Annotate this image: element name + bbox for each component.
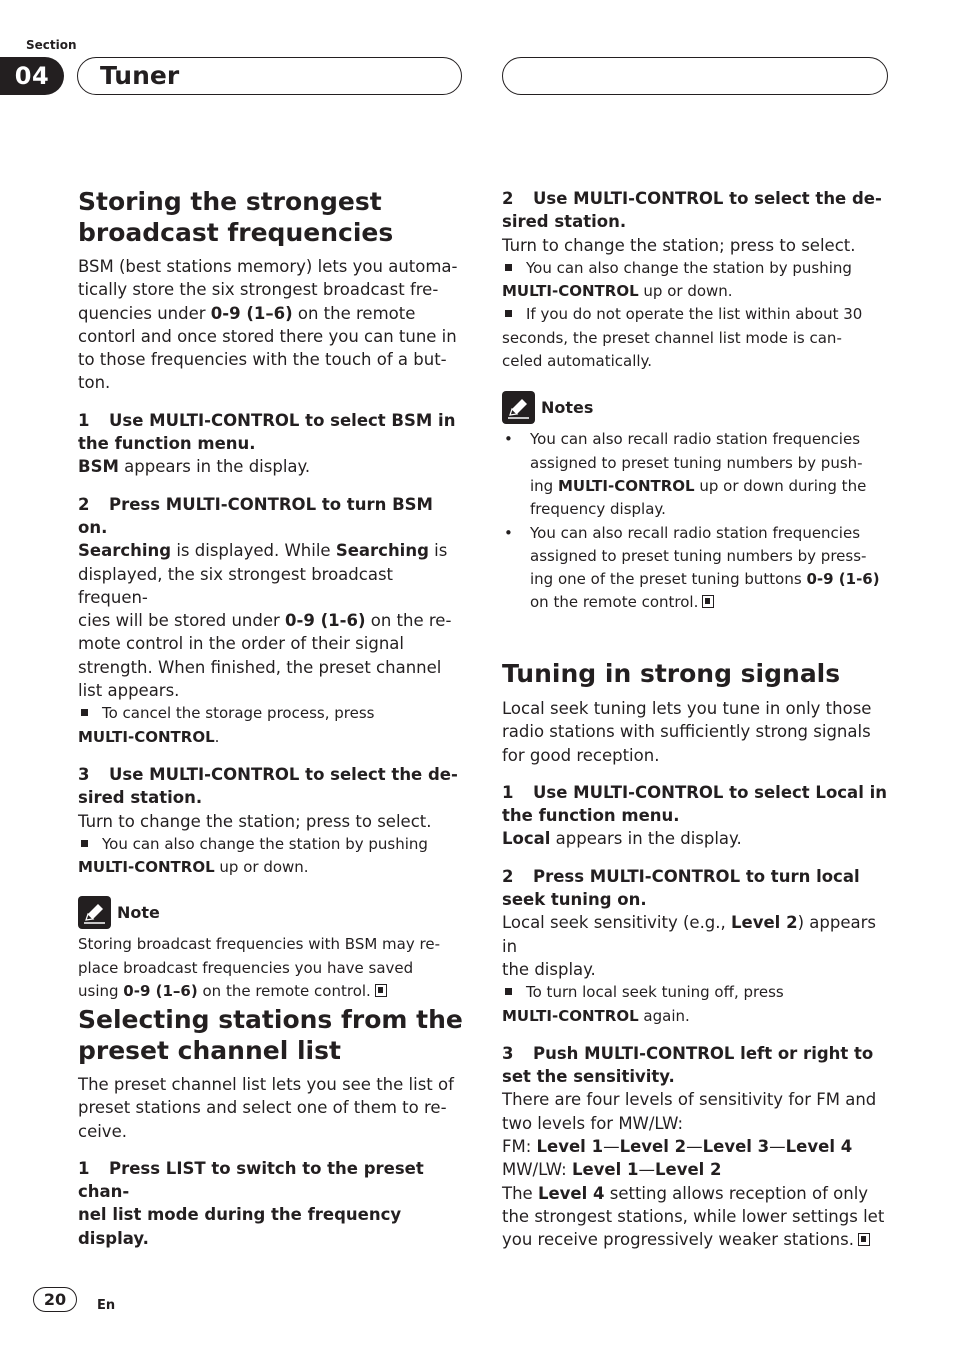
note-line: assigned to preset tuning numbers by press- xyxy=(530,546,867,565)
body-text: displayed, the six strongest broadcast frequen- xyxy=(78,564,394,607)
body-text: mote control in the order of their signal xyxy=(78,634,404,654)
tip-text: To cancel the storage process, press xyxy=(102,704,375,723)
display-word: BSM xyxy=(78,457,119,477)
display-word: Searching xyxy=(78,541,172,561)
bsm-step3 xyxy=(78,763,466,810)
bsm-step1 xyxy=(78,409,466,456)
list-item xyxy=(502,428,892,521)
local-section xyxy=(502,658,892,1252)
note-pencil-icon xyxy=(502,391,535,424)
note-line: frequency display. xyxy=(530,500,666,519)
step-text: sired station. xyxy=(78,788,203,808)
bsm-intro-line: on the remote xyxy=(292,303,416,323)
step-text: the function menu. xyxy=(502,806,680,826)
local-step1 xyxy=(502,781,892,828)
step-number: 1 xyxy=(502,782,514,802)
note-label: Note xyxy=(117,902,160,922)
note-pencil-icon xyxy=(78,896,111,929)
body-text: radio stations with sufficiently strong signals xyxy=(502,722,871,742)
square-bullet-icon xyxy=(505,264,512,271)
bsm-intro-line: ton. xyxy=(78,373,111,393)
step-text: seek tuning on. xyxy=(502,890,647,910)
square-bullet-icon xyxy=(81,840,88,847)
local-step3-body xyxy=(502,1088,892,1251)
preset-tip1 xyxy=(502,257,892,304)
page-number: 20 xyxy=(33,1287,77,1312)
body-text: the display. xyxy=(502,959,596,979)
level-name: Level 2 xyxy=(655,1160,722,1180)
bsm-intro-line: BSM (best stations memory) lets you automa- xyxy=(78,257,458,276)
note-text xyxy=(530,428,866,521)
body-text: There are four levels of sensitivity for FM and xyxy=(502,1090,877,1110)
body-text: for good reception. xyxy=(502,745,660,765)
section-number: 04 xyxy=(0,57,64,95)
body-text: list appears. xyxy=(78,681,180,701)
section-label: Section xyxy=(26,38,77,52)
band-label: FM: xyxy=(502,1137,537,1157)
body-text: the strongest stations, while lower settings let xyxy=(502,1206,885,1226)
level-name: Level 4 xyxy=(537,1183,605,1203)
bullet-dot-icon: • xyxy=(504,523,513,542)
notes-header xyxy=(502,390,892,424)
bsm-step1-body xyxy=(78,455,466,478)
local-step3 xyxy=(502,1042,892,1089)
end-mark-icon xyxy=(702,595,714,608)
fm-levels xyxy=(502,1137,852,1156)
body-text: is xyxy=(428,541,448,561)
tip-text: You can also change the station by pushing xyxy=(102,834,428,853)
note-text: place broadcast frequencies you have saved xyxy=(78,958,414,977)
mw-levels xyxy=(502,1160,722,1179)
level-name: Level 1 xyxy=(571,1160,639,1180)
dash: — xyxy=(686,1137,703,1157)
tip-text: again. xyxy=(638,1006,690,1025)
display-word: Level 2 xyxy=(731,913,798,933)
square-bullet-icon xyxy=(81,709,88,716)
body-text: is displayed. While xyxy=(171,541,336,561)
list-item xyxy=(502,522,892,615)
preset-step2-body: Turn to change the station; press to select. xyxy=(502,235,856,255)
note-line: You can also recall radio station frequencies xyxy=(530,430,861,449)
tip-text: If you do not operate the list within about 30 xyxy=(526,305,863,324)
level-name: Level 2 xyxy=(619,1137,687,1157)
bsm-intro-key: 0-9 (1–6) xyxy=(210,303,293,323)
bsm-intro-line: tically store the six strongest broadcast fre- xyxy=(78,280,439,300)
preset-heading-line2: preset channel list xyxy=(78,1036,341,1065)
display-word: Local xyxy=(502,829,551,849)
body-text: strength. When finished, the preset channel xyxy=(78,657,442,677)
control-name: MULTI-CONTROL xyxy=(502,1006,639,1025)
display-word: Searching xyxy=(335,541,429,561)
tip-text: celed automatically. xyxy=(502,352,653,371)
tip-text: . xyxy=(214,727,220,746)
note-line: up or down during the xyxy=(694,476,867,495)
notes-list xyxy=(502,428,892,614)
control-name: MULTI-CONTROL xyxy=(557,476,695,495)
bsm-step2-tip xyxy=(78,702,466,749)
step-text: Use MULTI-CONTROL to select the de- xyxy=(109,764,458,784)
step-number: 1 xyxy=(78,410,90,430)
bsm-heading-line1: Storing the strongest xyxy=(78,187,382,216)
step-number: 2 xyxy=(78,494,90,514)
key-name: 0-9 (1–6) xyxy=(123,982,198,1001)
body-text: appears in the display. xyxy=(118,457,311,477)
step-number: 2 xyxy=(502,866,514,886)
step-text: Use MULTI-CONTROL to select Local in xyxy=(533,782,887,802)
preset-step2 xyxy=(502,187,892,234)
preset-section xyxy=(78,1004,466,1250)
end-mark-icon xyxy=(375,984,387,997)
preset-tip2 xyxy=(502,303,892,373)
tip-text: To turn local seek tuning off, press xyxy=(526,983,784,1002)
body-text: cies will be stored under xyxy=(78,611,286,631)
control-name: MULTI-CONTROL xyxy=(78,727,215,746)
bsm-intro-line: to those frequencies with the touch of a but- xyxy=(78,350,447,370)
note-text: on the remote control. xyxy=(197,982,371,1001)
band-label: MW/LW: xyxy=(502,1160,572,1180)
step-text: set the sensitivity. xyxy=(502,1067,675,1087)
step-text: Push MULTI-CONTROL left or right to xyxy=(533,1043,874,1063)
bullet-dot-icon: • xyxy=(504,430,513,449)
bsm-step2 xyxy=(78,493,466,540)
preset-step1 xyxy=(78,1157,466,1250)
body-text: Local seek tuning lets you tune in only those xyxy=(502,699,872,718)
dash: — xyxy=(603,1137,620,1157)
bsm-intro xyxy=(78,255,466,395)
preset-continued xyxy=(502,187,892,615)
square-bullet-icon xyxy=(505,310,512,317)
local-intro xyxy=(502,697,892,767)
bsm-heading-line2: broadcast frequencies xyxy=(78,218,394,247)
key-name: 0-9 (1-6) xyxy=(806,570,880,589)
tip-text: seconds, the preset channel list mode is can- xyxy=(502,328,842,347)
local-step2-body xyxy=(502,911,892,981)
tip-text: You can also change the station by pushing xyxy=(526,258,852,277)
level-name: Level 3 xyxy=(702,1137,770,1157)
step-number: 2 xyxy=(502,189,514,208)
bsm-step2-body xyxy=(78,539,466,702)
note-body xyxy=(78,933,466,1003)
body-text: The preset channel list lets you see the list of xyxy=(78,1075,454,1094)
bsm-step3-tip xyxy=(78,833,466,880)
end-mark-icon xyxy=(858,1233,870,1246)
local-step1-body xyxy=(502,827,892,850)
note-line: assigned to preset tuning numbers by push- xyxy=(530,453,863,472)
tip-text: up or down. xyxy=(638,282,733,301)
preset-intro xyxy=(78,1073,466,1143)
step-text: Press MULTI-CONTROL to turn BSM on. xyxy=(78,494,433,537)
body-text: on the re- xyxy=(365,611,452,631)
preset-heading-line1: Selecting stations from the xyxy=(78,1005,463,1034)
page-title: Tuner xyxy=(100,61,180,90)
notes-label: Notes xyxy=(541,397,594,417)
note-line: on the remote control. xyxy=(530,593,699,612)
language-label: En xyxy=(97,1298,116,1313)
body-text: setting allows reception of only xyxy=(604,1183,869,1203)
control-name: MULTI-CONTROL xyxy=(502,282,639,301)
body-text: appears in the display. xyxy=(550,829,742,849)
local-step2-tip xyxy=(502,981,892,1028)
body-text: preset stations and select one of them to re- xyxy=(78,1098,447,1118)
step-text: Press MULTI-CONTROL to turn local xyxy=(533,866,860,886)
note-line: You can also recall radio station frequencies xyxy=(530,523,861,542)
level-name: Level 4 xyxy=(785,1137,853,1157)
step-text: Use MULTI-CONTROL to select BSM in xyxy=(109,410,456,430)
bsm-section xyxy=(78,186,466,1003)
bsm-intro-line: quencies under xyxy=(78,303,211,323)
step-text: sired station. xyxy=(502,212,627,232)
step-number: 1 xyxy=(78,1158,90,1178)
title-frame-right xyxy=(502,57,888,95)
note-text: Storing broadcast frequencies with BSM may re- xyxy=(78,935,440,954)
body-text: you receive progressively weaker stations. xyxy=(502,1230,854,1250)
level-name: Level 1 xyxy=(536,1137,604,1157)
body-text: ) appears in xyxy=(502,913,876,956)
body-text: Local seek sensitivity (e.g., xyxy=(502,913,732,933)
step-number: 3 xyxy=(78,764,90,784)
step-number: 3 xyxy=(502,1043,514,1063)
control-name: MULTI-CONTROL xyxy=(78,858,215,877)
note-text: using xyxy=(78,982,124,1001)
step-text: Use MULTI-CONTROL to select the de- xyxy=(533,189,882,208)
step-text: Press LIST to switch to the preset chan- xyxy=(78,1158,424,1202)
key-name: 0-9 (1-6) xyxy=(285,611,366,631)
dash: — xyxy=(769,1137,786,1157)
step-text: nel list mode during the frequency display. xyxy=(78,1205,402,1248)
body-text: two levels for MW/LW: xyxy=(502,1113,684,1133)
body-text: The xyxy=(502,1183,538,1203)
tip-text: up or down. xyxy=(214,858,309,877)
note-line: ing one of the preset tuning buttons xyxy=(530,570,807,589)
step-text: the function menu. xyxy=(78,434,256,454)
bsm-intro-line: contorl and once stored there you can tune in xyxy=(78,326,457,346)
note-text xyxy=(530,522,880,615)
bsm-heading xyxy=(78,186,466,248)
body-text: ceive. xyxy=(78,1121,127,1141)
local-step2 xyxy=(502,865,892,912)
dash: — xyxy=(638,1160,655,1180)
note-line: ing xyxy=(530,476,558,495)
note-header xyxy=(78,895,466,929)
preset-heading xyxy=(78,1004,466,1066)
bsm-step3-body: Turn to change the station; press to select. xyxy=(78,811,432,831)
square-bullet-icon xyxy=(505,988,512,995)
local-heading: Tuning in strong signals xyxy=(502,659,841,688)
